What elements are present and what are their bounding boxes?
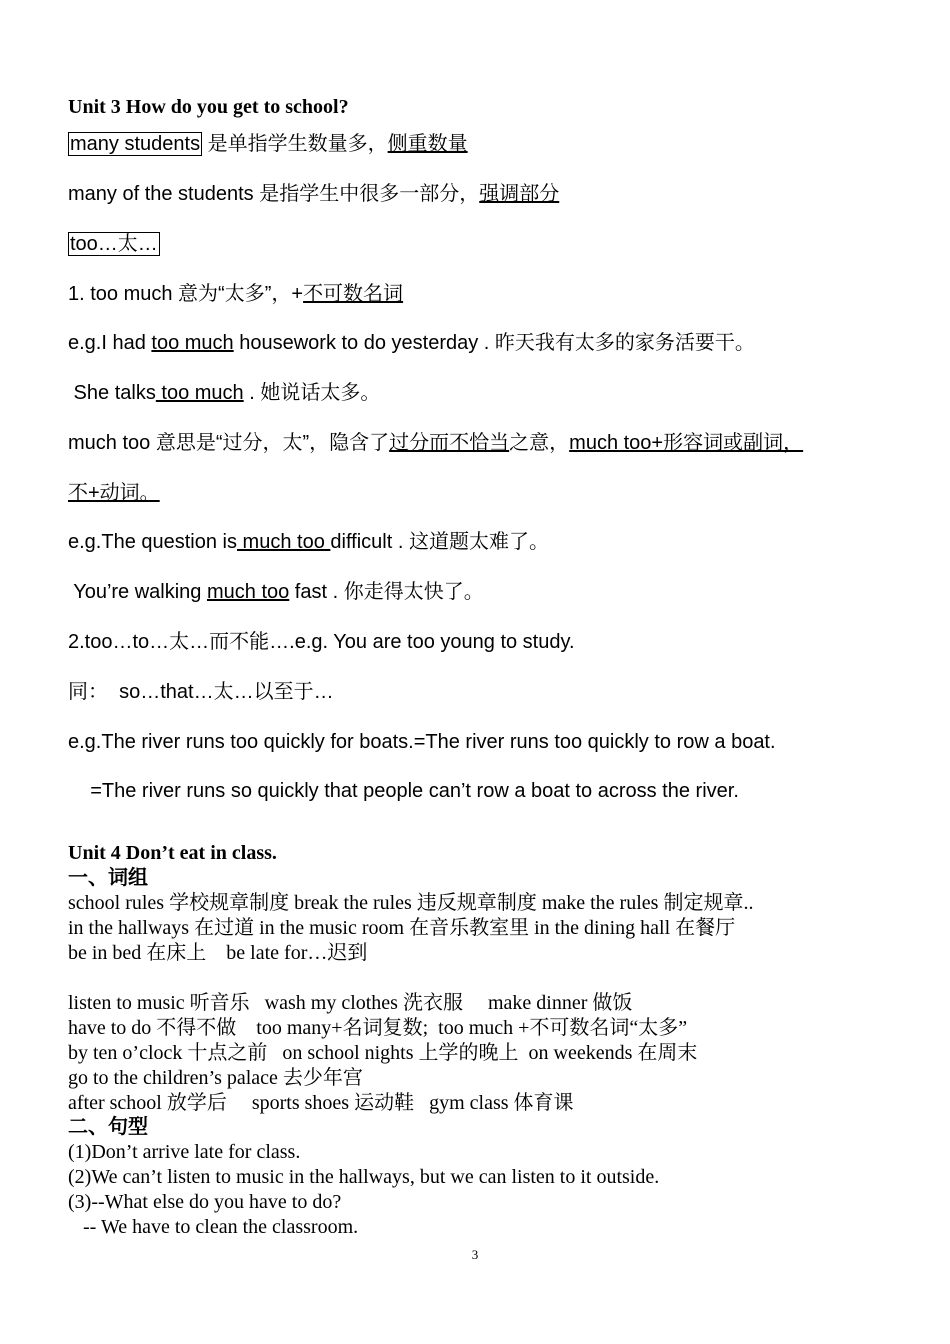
phrase-line-5: have to do 不得不做 too many+名词复数; too much +不可数名词“太多” [68,1017,688,1039]
text-span: fast . 你走得太快了。 [289,581,484,603]
text-span: She talks [68,382,156,404]
phrase-line-2: in the hallways 在过道 in the music room 在音乐教室里 in the dining hall 在餐厅 [68,917,736,939]
underlined-text: too much [155,382,244,404]
unit3-title: Unit 3 How do you get to school? [68,96,349,118]
underlined-text: 过分而不恰当 [389,432,510,454]
phrase-line-8: after school 放学后 sports shoes 运动鞋 gym class 体育课 [68,1092,574,1114]
unit3-line-8 [68,481,160,505]
unit3-line-3 [68,232,160,256]
text-span: much too 意思是“过分，太”，隐含了 [68,432,390,454]
text-span: 之意， [509,432,570,454]
phrase-line-1: school rules 学校规章制度 break the rules 违反规章制度 make the rules 制定规章.. [68,892,754,914]
phrase-line-4: listen to music 听音乐 wash my clothes 洗衣服 make dinner 做饭 [68,992,633,1014]
phrase-line-6: by ten o’clock 十点之前 on school nights 上学的晚上 on weekends 在周末 [68,1042,698,1064]
underlined-text: much too [206,581,290,603]
text-span: housework to do yesterday . 昨天我有太多的家务活要干。 [233,332,755,354]
boxed-term: too…太… [70,233,158,255]
sentence-line-4: -- We have to clean the classroom. [68,1216,359,1238]
underlined-text: 侧重数量 [387,133,468,155]
phrase-line-7: go to the children’s palace 去少年宫 [68,1067,363,1089]
unit3-line-9 [68,530,549,554]
text-span: many of the students 是指学生中很多一部分， [68,183,480,205]
section-heading-sentences: 二、句型 [68,1116,148,1138]
unit3-line-2 [68,182,559,206]
sentence-line-1: (1)Don’t arrive late for class. [68,1141,301,1163]
unit3-line-12: 同： so…that…太…以至于… [68,681,334,703]
underlined-text: much too+形容词或副词， [569,432,804,454]
unit3-line-7 [68,431,803,455]
phrase-line-3: be in bed 在床上 be late for…迟到 [68,942,368,964]
unit3-line-5 [68,331,755,355]
underlined-text: 强调部分 [479,183,560,205]
underlined-text: 不+动词。 [68,482,160,504]
unit3-line-1 [68,132,468,156]
section-heading-phrases: 一、词组 [68,867,148,889]
unit3-line-14: =The river runs so quickly that people can’t row a boat to across the river. [68,780,739,802]
text-span: e.g.I had [68,332,152,354]
underlined-text: 不可数名词 [303,283,404,305]
text-span: You’re walking [68,581,207,603]
text-span: difficult . 这道题太难了。 [330,531,549,553]
unit4-title: Unit 4 Don’t eat in class. [68,842,277,864]
text-span: . 她说话太多。 [243,382,381,404]
unit3-line-4 [68,282,403,306]
text-span: e.g.The question is [68,531,237,553]
unit3-line-10 [68,580,484,604]
underlined-text: too much [151,332,234,354]
sentence-line-2: (2)We can’t listen to music in the hallways, but we can listen to it outside. [68,1166,660,1188]
boxed-term: many students [70,133,201,155]
unit3-line-11: 2.too…to…太…而不能….e.g. You are too young to study. [68,631,575,653]
unit3-line-6 [68,381,380,405]
sentence-line-3: (3)--What else do you have to do? [68,1191,342,1213]
text-span: 是单指学生数量多， [202,133,388,155]
page-number: 3 [471,1247,479,1262]
underlined-text: much too [237,531,331,553]
unit3-line-13: e.g.The river runs too quickly for boats.=The river runs too quickly to row a boat. [68,731,776,753]
text-span: 1. too much 意为“太多”，+ [68,283,304,305]
